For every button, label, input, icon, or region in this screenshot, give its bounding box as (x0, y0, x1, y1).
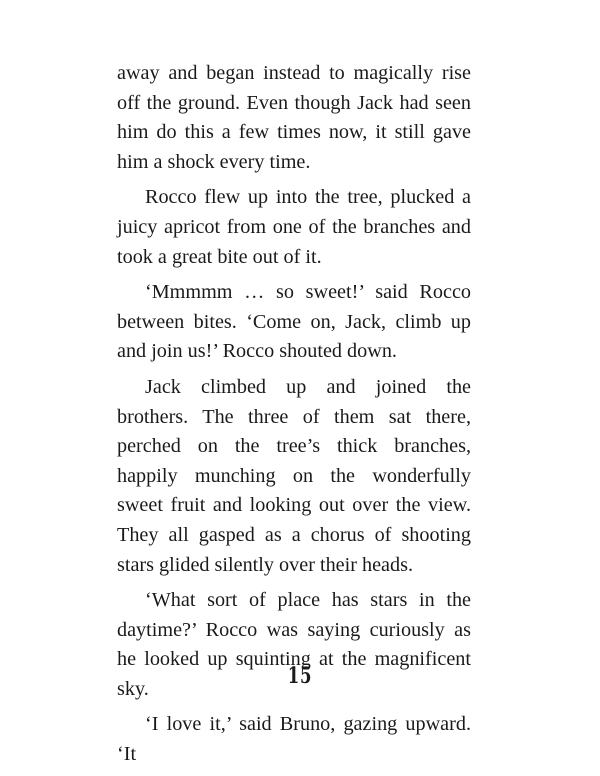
paragraph: Rocco flew up into the tree, plucked a juicy apricot from one of the branches and took a great bite out of it. (117, 186, 471, 268)
paragraph: Jack climbed up and joined the brothers. The three of them sat there, perched on the tree’s thick branches, happily munching on the wonderfully sweet fruit and looking out over the view. They all gasped as a chorus of shooting stars glided silently over their heads. (117, 375, 471, 576)
paragraph: ‘I love it,’ said Bruno, gazing upward. ‘It (117, 713, 471, 766)
page-number: 15 (287, 663, 313, 689)
paragraph: ‘Mmmmm … so sweet!’ said Rocco between bites. ‘Come on, Jack, climb up and join us!’ Rocco shouted down. (117, 281, 471, 363)
paragraph: away and began instead to magically rise off the ground. Even though Jack had seen him do this a few times now, it still gave him a shock every time. (117, 62, 471, 173)
paragraph: ‘What sort of place has stars in the daytime?’ Rocco was saying curiously as he looked up squinting at the magnificent sky. (117, 589, 471, 700)
